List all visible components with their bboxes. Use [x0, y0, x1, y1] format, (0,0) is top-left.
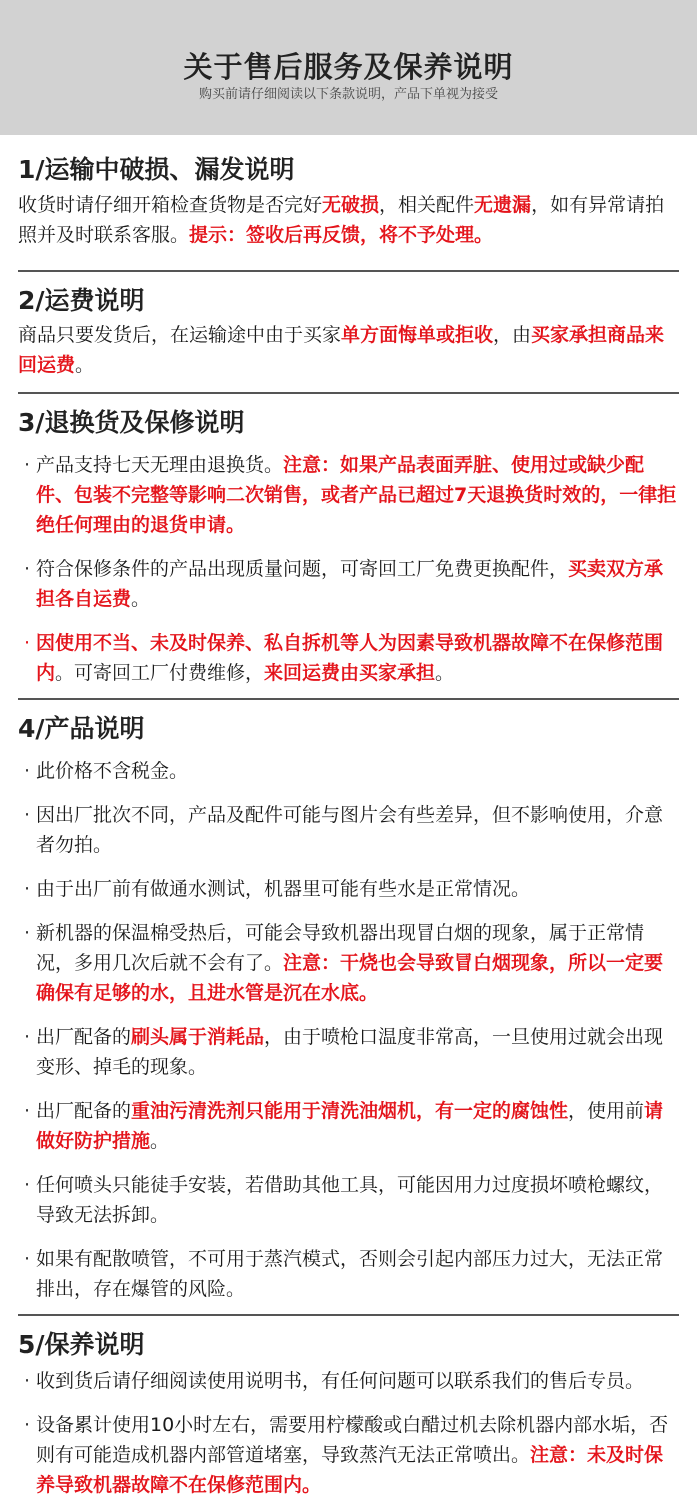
bullet-dot: · [23, 1248, 31, 1270]
text-segment: 设备累计使用10小时左右，需要用柠檬酸或白醋过机去除机器内部水垢，否则有可能造成机器内部管道堵塞，导致蒸汽无法正常喷出。 [36, 1414, 669, 1466]
bullet-dot: · [23, 922, 31, 944]
bullet-dot: · [23, 1174, 31, 1196]
list-item [18, 554, 679, 614]
bullet-dot: · [23, 760, 31, 782]
bullet-dot: · [23, 1414, 31, 1436]
highlight-text: 请做好防护措施 [36, 1100, 664, 1152]
text-segment: ，由 [493, 324, 532, 346]
section-transport-damage [18, 135, 679, 272]
list-item [18, 450, 679, 540]
item-text: 由于出厂前有做通水测试，机器里可能有些水是正常情况。 [36, 878, 531, 900]
item-text: 如果有配散喷管，不可用于蒸汽模式，否则会引起内部压力过大，无法正常排出，存在爆管的风险。 [36, 1248, 664, 1300]
section-title: 2/运费说明 [18, 286, 145, 315]
list-item [18, 1244, 679, 1304]
list-item [18, 628, 679, 688]
list-item [18, 918, 679, 1008]
text-segment: 。 [75, 354, 95, 376]
text-segment: 。 [150, 1130, 170, 1152]
highlight-text: 提示：签收后再反馈，将不予处理。 [189, 224, 494, 246]
text-segment: 收货时请仔细开箱检查货物是否完好 [18, 194, 323, 216]
item-text: 任何喷头只能徒手安装，若借助其他工具，可能因用力过度损坏喷枪螺纹，导致无法拆卸。 [36, 1174, 664, 1226]
list-item [18, 1410, 679, 1500]
section-title: 3/退换货及保修说明 [18, 408, 245, 437]
text-segment: 产品支持七天无理由退换货。 [36, 454, 284, 476]
text-segment: 。 [435, 662, 455, 684]
section-title: 1/运输中破损、漏发说明 [18, 155, 295, 184]
section-return-warranty [18, 394, 679, 700]
list-item [18, 874, 679, 904]
bullet-dot: · [23, 1100, 31, 1122]
section-maintenance [18, 1316, 679, 1500]
list-item [18, 800, 679, 860]
text-segment: 新机器的保温棉受热后，可能会导致机器出现冒白烟的现象，属于正常情况，多用几次后就不会有了。 [36, 922, 645, 974]
list-item [18, 1366, 679, 1396]
section-paragraph [18, 320, 679, 380]
highlight-text: 单方面悔单或拒收 [341, 324, 494, 346]
bullet-dot: · [23, 1370, 31, 1392]
text-segment: ，如有异常请拍照并及时联系客服。 [18, 194, 665, 246]
page-title: 关于售后服务及保养说明 [183, 50, 514, 84]
page-subtitle: 购买前请仔细阅读以下条款说明，产品下单视为接受 [198, 87, 498, 102]
text-segment: 符合保修条件的产品出现质量问题，可寄回工厂免费更换配件， [36, 558, 569, 580]
bullet-dot: · [23, 454, 31, 476]
highlight-text: 无遗漏 [474, 194, 532, 216]
highlight-text: 重油污清洗剂只能用于清洗油烟机，有一定的腐蚀性 [131, 1100, 569, 1122]
highlight-text: 注意：未及时保养导致机器故障不在保修范围内。 [36, 1444, 664, 1496]
item-text: 因出厂批次不同，产品及配件可能与图片会有些差异，但不影响使用，介意者勿拍。 [36, 804, 664, 856]
bullet-dot: · [23, 1026, 31, 1048]
list-item [18, 1170, 679, 1230]
text-segment: 。 [131, 588, 151, 610]
section-shipping-fee [18, 272, 679, 394]
terms-content [0, 135, 697, 1500]
highlight-text: 买卖双方承担各自运费 [36, 558, 664, 610]
item-text: 收到货后请仔细阅读使用说明书，有任何问题可以联系我们的售后专员。 [36, 1370, 645, 1392]
bullet-dot: · [23, 804, 31, 826]
item-text: 此价格不含税金。 [36, 760, 189, 782]
text-segment: 出厂配备的 [36, 1100, 132, 1122]
section-paragraph [18, 190, 679, 250]
bullet-dot: · [23, 632, 31, 654]
highlight-text: 注意：干烧也会导致冒白烟现象，所以一定要确保有足够的水，且进水管是沉在水底。 [36, 952, 664, 1004]
highlight-text: 刷头属于消耗品 [131, 1026, 265, 1048]
section-product-notes [18, 700, 679, 1316]
text-segment: ，相关配件 [379, 194, 475, 216]
text-segment: 。可寄回工厂付费维修， [55, 662, 265, 684]
list-item [18, 756, 679, 786]
highlight-text: 注意：如果产品表面弄脏、使用过或缺少配件、包装不完整等影响二次销售，或者产品已超过7天退换货时效的，一律拒绝任何理由的退货申请。 [36, 454, 677, 536]
section-title: 5/保养说明 [18, 1330, 145, 1359]
text-segment: ，由于喷枪口温度非常高，一旦使用过就会出现变形、掉毛的现象。 [36, 1026, 664, 1078]
highlight-text: 无破损 [322, 194, 380, 216]
page-header [0, 0, 697, 135]
highlight-text: 来回运费由买家承担 [264, 662, 436, 684]
bullet-dot: · [23, 558, 31, 580]
highlight-text: 因使用不当、未及时保养、私自拆机等人为因素导致机器故障不在保修范围内 [36, 632, 664, 684]
text-segment: ，使用前 [568, 1100, 645, 1122]
list-item [18, 1022, 679, 1082]
text-segment: 商品只要发货后，在运输途中由于买家 [18, 324, 342, 346]
text-segment: 出厂配备的 [36, 1026, 132, 1048]
list-item [18, 1096, 679, 1156]
bullet-dot: · [23, 878, 31, 900]
section-title: 4/产品说明 [18, 714, 145, 743]
highlight-text: 买家承担商品来回运费 [18, 324, 665, 376]
